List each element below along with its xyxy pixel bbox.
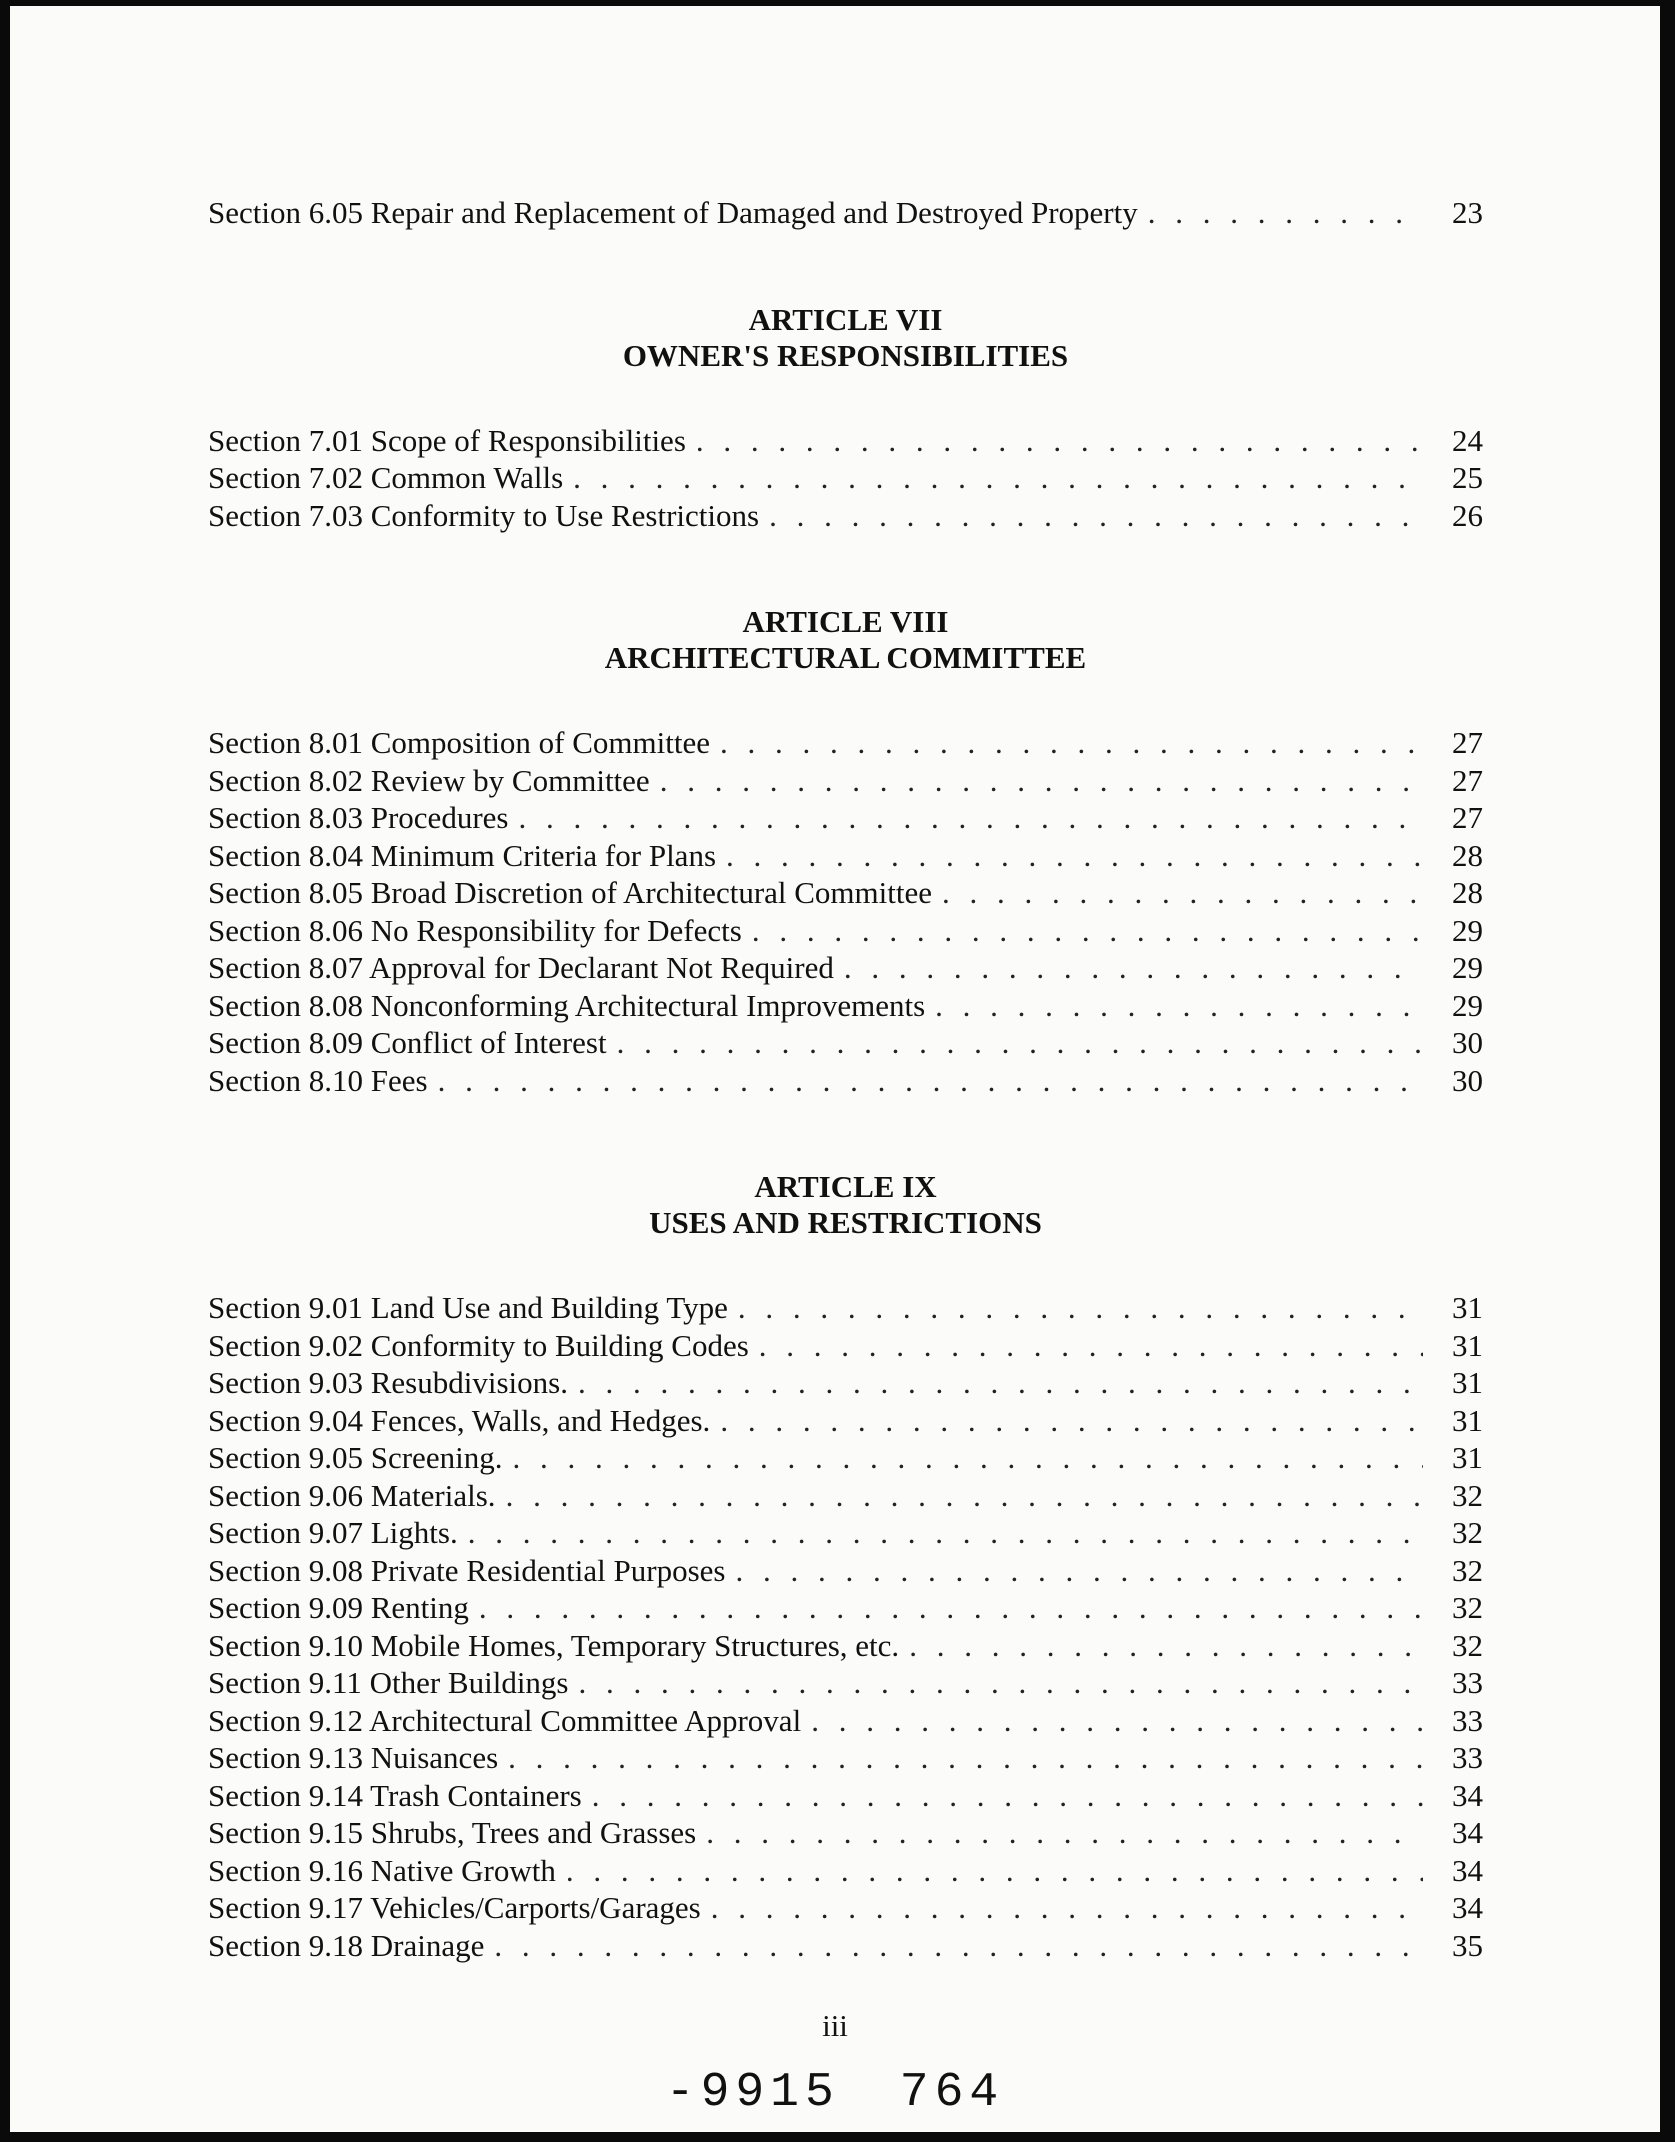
toc-entry-label: Section 9.14 Trash Containers	[208, 1777, 582, 1813]
table-of-contents	[208, 194, 1483, 1964]
article-heading	[208, 604, 1483, 676]
toc-entry-label: Section 9.05 Screening.	[208, 1440, 503, 1475]
toc-entry	[208, 1589, 1483, 1627]
dot-leader	[479, 1589, 1423, 1627]
toc-entry-page: 23	[1452, 195, 1483, 230]
toc-entry	[208, 912, 1483, 950]
toc-entry	[208, 1814, 1483, 1852]
article-title: ARCHITECTURAL COMMITTEE	[604, 640, 1087, 675]
toc-entry-page: 30	[1452, 1025, 1483, 1060]
dot-leader	[566, 1852, 1423, 1890]
dot-leader	[494, 1927, 1423, 1965]
toc-entry-label: Section 8.07 Approval for Declarant Not Required	[208, 950, 834, 985]
toc-entry-page: 32	[1452, 1552, 1483, 1588]
article-title: OWNER'S RESPONSIBILITIES	[622, 337, 1069, 373]
toc-entry-label: Section 8.09 Conflict of Interest	[208, 1025, 607, 1060]
toc-entry-page: 32	[1452, 1590, 1483, 1625]
toc-entry	[208, 1327, 1483, 1365]
toc-entry	[208, 1364, 1483, 1402]
dot-leader	[811, 1702, 1423, 1740]
dot-leader	[468, 1514, 1423, 1552]
article-entries	[208, 422, 1483, 535]
dot-leader	[711, 1889, 1423, 1927]
toc-entry	[208, 422, 1483, 460]
toc-entry-page: 27	[1452, 762, 1483, 798]
dot-leader	[438, 1062, 1423, 1100]
dot-leader	[508, 1739, 1423, 1777]
toc-entry	[208, 1889, 1483, 1927]
toc-entry-page: 29	[1452, 950, 1483, 985]
dot-leader	[720, 724, 1423, 762]
toc-entry-label: Section 9.04 Fences, Walls, and Hedges.	[208, 1402, 711, 1438]
dot-leader	[617, 1024, 1423, 1062]
toc-entry	[208, 1852, 1483, 1890]
toc-entry	[208, 762, 1483, 800]
article-heading	[208, 1169, 1483, 1241]
toc-entry-label: Section 9.08 Private Residential Purposes	[208, 1552, 726, 1588]
toc-entry-page: 32	[1452, 1477, 1483, 1513]
dot-leader	[696, 422, 1423, 460]
toc-entry-page: 32	[1452, 1515, 1483, 1550]
toc-entry-page: 33	[1452, 1740, 1483, 1775]
toc-entry-label: Section 7.02 Common Walls	[208, 460, 564, 495]
dot-leader	[660, 762, 1423, 800]
article-heading	[208, 302, 1483, 374]
toc-entry-page: 31	[1452, 1440, 1483, 1475]
toc-entry-page: 26	[1452, 497, 1483, 533]
toc-entry-page: 29	[1452, 912, 1483, 948]
dot-leader	[738, 1289, 1423, 1327]
dot-leader	[935, 987, 1423, 1025]
toc-entry-label: Section 8.04 Minimum Criteria for Plans	[208, 837, 717, 873]
dot-leader	[844, 949, 1423, 987]
toc-entry-page: 33	[1452, 1665, 1483, 1700]
toc-entry-label: Section 8.05 Broad Discretion of Architectural Committee	[208, 875, 933, 910]
toc-entry	[208, 1024, 1483, 1062]
dot-leader	[579, 1664, 1424, 1702]
article-number: ARTICLE VIII	[742, 604, 949, 639]
toc-entry-label: Section 8.06 No Responsibility for Defects	[208, 912, 742, 948]
toc-entry-page: 32	[1452, 1627, 1483, 1663]
toc-entry-label: Section 9.17 Vehicles/Carports/Garages	[208, 1890, 701, 1925]
dot-leader	[909, 1627, 1423, 1665]
toc-entry	[208, 1552, 1483, 1590]
toc-entry-page: 34	[1452, 1852, 1483, 1888]
dot-leader	[592, 1777, 1423, 1815]
toc-entry-label: Section 8.03 Procedures	[208, 800, 509, 835]
toc-entry-label: Section 8.08 Nonconforming Architectural Improvements	[208, 987, 926, 1023]
toc-entry-page: 27	[1452, 725, 1483, 760]
toc-entry	[208, 194, 1483, 232]
toc-entry-label: Section 9.02 Conformity to Building Codes	[208, 1327, 749, 1363]
dot-leader	[578, 1364, 1423, 1402]
toc-entry	[208, 1402, 1483, 1440]
toc-entry	[208, 1439, 1483, 1477]
toc-entry-label: Section 9.18 Drainage	[208, 1927, 485, 1963]
toc-entry-label: Section 9.10 Mobile Homes, Temporary Structures, etc.	[208, 1627, 900, 1663]
dot-leader	[769, 497, 1423, 535]
toc-entry-label: Section 7.03 Conformity to Use Restrictions	[208, 497, 760, 533]
toc-entry	[208, 1702, 1483, 1740]
toc-entry-page: 31	[1452, 1365, 1483, 1400]
dot-leader	[506, 1477, 1423, 1515]
toc-entry	[208, 987, 1483, 1025]
toc-entry	[208, 1062, 1483, 1100]
dot-leader	[706, 1814, 1423, 1852]
toc-entry-label: Section 9.07 Lights.	[208, 1515, 458, 1550]
article-title: USES AND RESTRICTIONS	[649, 1205, 1042, 1240]
toc-entry	[208, 1777, 1483, 1815]
toc-entry-page: 34	[1452, 1815, 1483, 1850]
toc-entry	[208, 1627, 1483, 1665]
toc-entry-label: Section 9.01 Land Use and Building Type	[208, 1290, 728, 1325]
toc-entry-label: Section 7.01 Scope of Responsibilities	[208, 422, 686, 458]
dot-leader	[726, 837, 1423, 875]
article-number: ARTICLE VII	[748, 301, 943, 337]
toc-entry-label: Section 8.10 Fees	[208, 1062, 428, 1098]
toc-entry-page: 25	[1452, 460, 1483, 495]
toc-entry-page: 28	[1452, 837, 1483, 873]
toc-entry-page: 30	[1452, 1062, 1483, 1098]
toc-entry	[208, 497, 1483, 535]
toc-entry	[208, 1927, 1483, 1965]
toc-entry	[208, 1664, 1483, 1702]
dot-leader	[759, 1327, 1423, 1365]
toc-entry	[208, 459, 1483, 497]
toc-entry-label: Section 9.16 Native Growth	[208, 1852, 556, 1888]
toc-entry	[208, 837, 1483, 875]
toc-top-entries	[208, 194, 1483, 232]
toc-entry-page: 34	[1452, 1777, 1483, 1813]
toc-entry	[208, 874, 1483, 912]
toc-entry	[208, 724, 1483, 762]
document-code	[10, 2066, 1660, 2120]
document-code-part-b: 764	[899, 2066, 1005, 2120]
toc-entry-page: 35	[1452, 1927, 1483, 1963]
toc-entry-label: Section 9.11 Other Buildings	[208, 1665, 569, 1700]
dot-leader	[735, 1552, 1423, 1590]
dot-leader	[518, 799, 1423, 837]
toc-entry-page: 24	[1452, 422, 1483, 458]
toc-entry	[208, 1514, 1483, 1552]
toc-entry-page: 27	[1452, 800, 1483, 835]
toc-entry-label: Section 9.15 Shrubs, Trees and Grasses	[208, 1815, 697, 1850]
toc-entry-label: Section 8.02 Review by Committee	[208, 762, 650, 798]
toc-entry	[208, 1739, 1483, 1777]
toc-entry-page: 29	[1452, 987, 1483, 1023]
toc-entry-page: 34	[1452, 1890, 1483, 1925]
document-code-part-a: -9915	[665, 2066, 840, 2120]
toc-entry-label: Section 9.13 Nuisances	[208, 1740, 499, 1775]
toc-entry	[208, 799, 1483, 837]
dot-leader	[942, 874, 1423, 912]
article-entries	[208, 724, 1483, 1099]
toc-entry-page: 33	[1452, 1702, 1483, 1738]
toc-entry-page: 31	[1452, 1327, 1483, 1363]
toc-entry	[208, 1289, 1483, 1327]
toc-entry	[208, 1477, 1483, 1515]
toc-entry-label: Section 9.03 Resubdivisions.	[208, 1365, 568, 1400]
document-page	[10, 6, 1660, 2132]
dot-leader	[573, 459, 1423, 497]
toc-entry-label: Section 9.09 Renting	[208, 1590, 469, 1625]
toc-entry-label: Section 9.12 Architectural Committee Approval	[208, 1702, 802, 1738]
page-number-roman: iii	[822, 2008, 848, 2043]
toc-entry-label: Section 9.06 Materials.	[208, 1477, 496, 1513]
toc-entry-label: Section 8.01 Composition of Committee	[208, 725, 711, 760]
article-entries	[208, 1289, 1483, 1964]
toc-entry-label: Section 6.05 Repair and Replacement of Damaged and Destroyed Property	[208, 195, 1138, 230]
dot-leader	[720, 1402, 1423, 1440]
toc-entry-page: 31	[1452, 1402, 1483, 1438]
article-number: ARTICLE IX	[754, 1169, 937, 1204]
toc-entry-page: 28	[1452, 875, 1483, 910]
toc-entry	[208, 949, 1483, 987]
toc-entry-page: 31	[1452, 1290, 1483, 1325]
dot-leader	[752, 912, 1423, 950]
dot-leader	[1148, 194, 1423, 232]
dot-leader	[512, 1439, 1423, 1477]
